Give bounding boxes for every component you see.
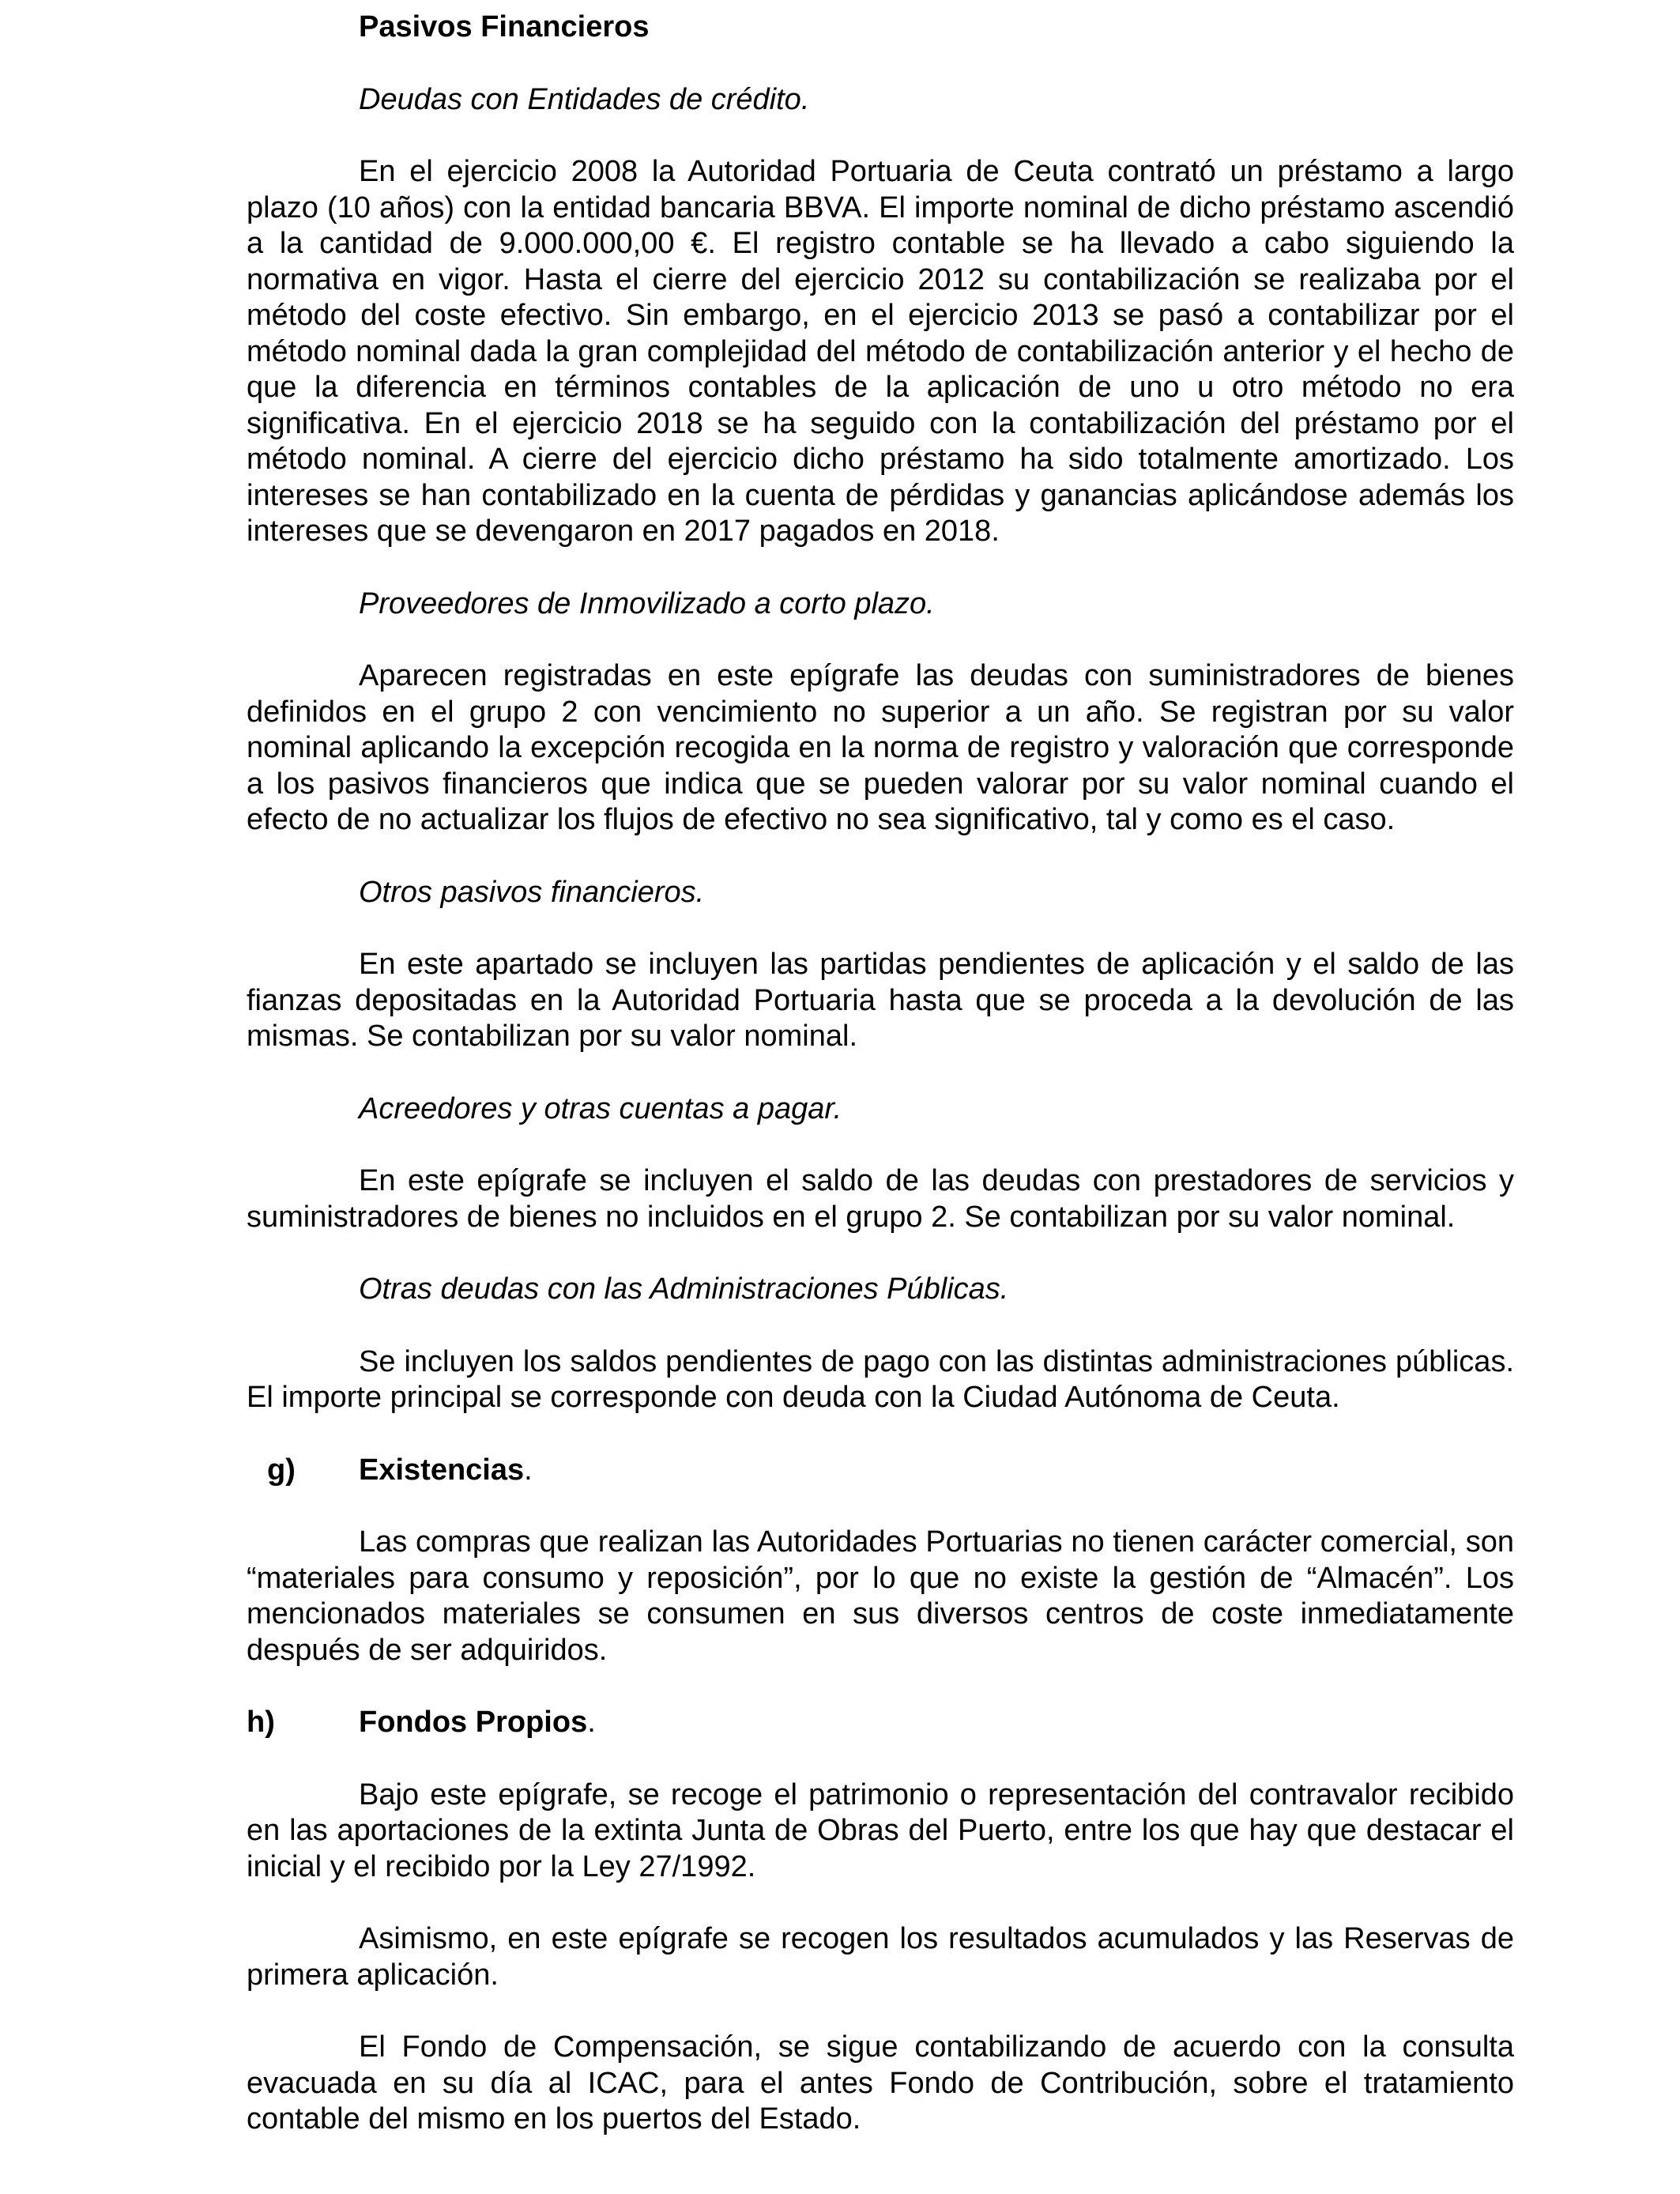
paragraph-administraciones-publicas: Se incluyen los saldos pendientes de pago con las distintas administraciones públicas. El importe principal se corresponde con deuda con la Ciudad Autónoma de Ceuta. bbox=[247, 1344, 1514, 1414]
section-title-existencias: Existencias bbox=[359, 1453, 525, 1487]
subheading-deudas-entidades-credito: Deudas con Entidades de crédito. bbox=[359, 82, 810, 116]
subheading-otros-pasivos-financieros: Otros pasivos financieros. bbox=[359, 875, 705, 909]
section-title-wrap bbox=[359, 1453, 533, 1489]
paragraph-fondos-propios-patrimonio: Bajo este epígrafe, se recoge el patrimonio o representación del contravalor recibido en las aportaciones de la extinta Junta de Obras del Puerto, entre los que hay que destacar el inicial y el recibido por la Ley 27/1992. bbox=[247, 1777, 1514, 1883]
paragraph-proveedores-inmovilizado: Aparecen registradas en este epígrafe las deudas con suministradores de bienes definidos en el grupo 2 con vencimiento no superior a un año. Se registran por su valor nominal aplicando la excepción recogida en la norma de registro y valoración que corresponde a los pasivos financieros que indica que se pueden valorar por su valor nominal cuando el efecto de no actualizar los flujos de efectivo no sea significativo, tal y como es el caso. bbox=[247, 659, 1514, 836]
section-letter-h: h) bbox=[247, 1706, 275, 1739]
section-title-wrap bbox=[359, 1705, 596, 1741]
subheading-administraciones-publicas: Otras deudas con las Administraciones Públicas. bbox=[359, 1272, 1009, 1306]
section-fondos-propios-heading bbox=[247, 1705, 1514, 1741]
paragraph-acreedores: En este epígrafe se incluyen el saldo de las deudas con prestadores de servicios y suministradores de bienes no incluidos en el grupo 2. Se contabilizan por su valor nominal. bbox=[247, 1164, 1514, 1234]
paragraph-deudas-entidades-credito: En el ejercicio 2008 la Autoridad Portuaria de Ceuta contrató un préstamo a largo plazo (10 años) con la entidad bancaria BBVA. El importe nominal de dicho préstamo ascendió a la cantidad de 9.000.000,00 €. El registro contable se ha llevado a cabo siguiendo la normativa en vigor. Hasta el cierre del ejercicio 2012 su contabilización se realizaba por el método del coste efectivo. Sin embargo, en el ejercicio 2013 se pasó a contabilizar por el método nominal dada la gran complejidad del método de contabilización anterior y el hecho de que la diferencia en términos contables de la aplicación de uno u otro método no era significativa. En el ejercicio 2018 se ha seguido con la contabilización del préstamo por el método nominal. A cierre del ejercicio dicho préstamo ha sido totalmente amortizado. Los intereses se han contabilizado en la cuenta de pérdidas y ganancias aplicándose además los intereses que se devengaron en 2017 pagados en 2018. bbox=[247, 155, 1514, 548]
paragraph-fondo-compensacion: El Fondo de Compensación, se sigue contabilizando de acuerdo con la consulta evacuada en su día al ICAC, para el antes Fondo de Contribución, sobre el tratamiento contable del mismo en los puertos del Estado. bbox=[247, 2030, 1514, 2136]
section-title-dot: . bbox=[524, 1453, 533, 1487]
section-title-fondos-propios: Fondos Propios bbox=[359, 1706, 588, 1739]
paragraph-existencias: Las compras que realizan las Autoridades Portuarias no tienen carácter comercial, son “materiales para consumo y reposición”, por lo que no existe la gestión de “Almacén”. Los mencionados materiales se consumen en sus diversos centros de coste inmediatamente después de ser adquiridos. bbox=[247, 1525, 1514, 1667]
paragraph-otros-pasivos-financieros: En este apartado se incluyen las partidas pendientes de aplicación y el saldo de las fianzas depositadas en la Autoridad Portuaria hasta que se proceda a la devolución de las mismas. Se contabilizan por su valor nominal. bbox=[247, 948, 1514, 1053]
section-heading-pasivos-financieros: Pasivos Financieros bbox=[359, 10, 650, 43]
section-title-dot: . bbox=[587, 1706, 596, 1739]
section-existencias-heading bbox=[247, 1453, 1514, 1489]
subheading-acreedores: Acreedores y otras cuentas a pagar. bbox=[359, 1091, 842, 1125]
section-letter-g: g) bbox=[267, 1453, 296, 1487]
subheading-proveedores-inmovilizado: Proveedores de Inmovilizado a corto plazo. bbox=[359, 586, 935, 620]
document-page bbox=[247, 9, 1514, 2174]
paragraph-fondos-propios-resultados: Asimismo, en este epígrafe se recogen los resultados acumulados y las Reservas de primera aplicación. bbox=[247, 1922, 1514, 1992]
